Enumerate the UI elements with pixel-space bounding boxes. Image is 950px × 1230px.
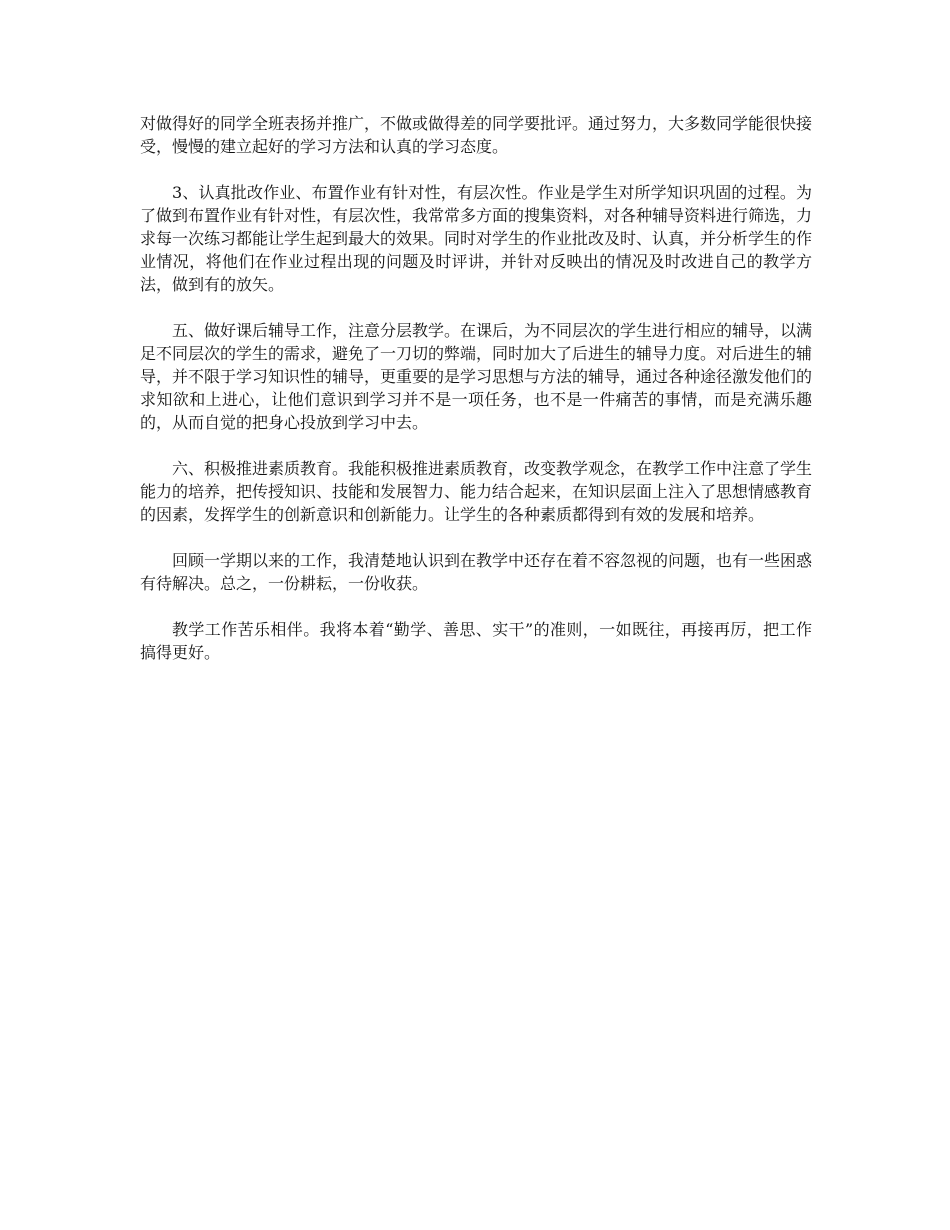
paragraph-continuation: 对做得好的同学全班表扬并推广，不做或做得差的同学要批评。通过努力，大多数同学能很快接受，慢慢的建立起好的学习方法和认真的学习态度。 [140, 114, 813, 156]
paragraph-review: 回顾一学期以来的工作，我清楚地认识到在教学中还存在着不容忽视的问题，也有一些困惑有待解决。总之，一份耕耘，一份收获。 [140, 551, 813, 593]
paragraph-after-class-tutoring: 五、做好课后辅导工作，注意分层教学。在课后，为不同层次的学生进行相应的辅导，以满足不同层次的学生的需求，避免了一刀切的弊端，同时加大了后进生的辅导力度。对后进生的辅导，并不限于学习知识性的辅导，更重要的是学习思想与方法的辅导，通过各种途径激发他们的求知欲和上进心，让他们意识到学习并不是一项任务，也不是一件痛苦的事情，而是充满乐趣的，从而自觉的把身心投放到学习中去。 [140, 321, 813, 432]
paragraph-quality-education: 六、积极推进素质教育。我能积极推进素质教育，改变教学观念，在教学工作中注意了学生能力的培养，把传授知识、技能和发展智力、能力结合起来，在知识层面上注入了思想情感教育的因素，发挥学生的创新意识和创新能力。让学生的各种素质都得到有效的发展和培养。 [140, 459, 813, 524]
paragraph-homework: 3、认真批改作业、布置作业有针对性，有层次性。作业是学生对所学知识巩固的过程。为了做到布置作业有针对性，有层次性，我常常多方面的搜集资料，对各种辅导资料进行筛选，力求每一次练习都能让学生起到最大的效果。同时对学生的作业批改及时、认真，并分析学生的作业情况，将他们在作业过程出现的问题及时评讲，并针对反映出的情况及时改进自己的教学方法，做到有的放矢。 [140, 183, 813, 294]
paragraph-conclusion: 教学工作苦乐相伴。我将本着“勤学、善思、实干”的准则，一如既往，再接再厉，把工作搞得更好。 [140, 620, 812, 662]
document-body [140, 112, 812, 687]
